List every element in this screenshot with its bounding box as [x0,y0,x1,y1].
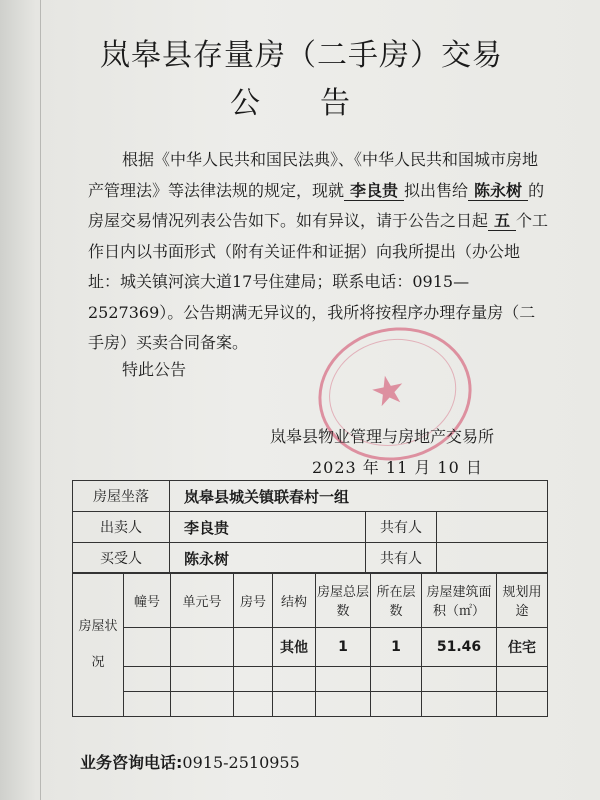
co-owner-value-2 [437,543,548,574]
property-detail-table [72,572,548,717]
seller-name: 李良贵 [344,181,404,201]
closing-text: 特此公告 [122,360,187,379]
body-text-1: 根据《中华人民共和国民法典》、《中华人民共和国城市房地产管理法》等法律法规的规定，现就 [88,150,539,200]
info-table [72,480,548,574]
header-total-floors: 房屋总层数 [316,573,371,628]
co-owner-value [437,512,548,543]
property-status-label: 房屋状况 [73,573,124,717]
co-owner-label: 共有人 [366,512,437,543]
header-floor: 所在层数 [371,573,422,628]
cell-room-no [234,628,273,667]
seal-star-icon: ★ [365,365,411,418]
co-owner-label-2: 共有人 [366,543,437,574]
header-unit-no: 单元号 [171,573,234,628]
cell-usage: 住宅 [497,628,548,667]
location-value: 岚皋县城关镇联春村一组 [170,481,548,512]
table-row [73,667,548,692]
table-row [73,481,548,512]
cell-area: 51.46 [422,628,497,667]
location-label: 房屋坐落 [73,481,170,512]
notice-title: 岚皋县存量房（二手房）交易 [100,38,503,73]
consult-phone [80,750,300,773]
cell-structure: 其他 [273,628,316,667]
buyer-value: 陈永树 [170,543,366,574]
consult-phone-label: 业务咨询电话: [80,753,183,772]
consult-phone-number: 0915-2510955 [182,753,300,772]
table-row [73,512,548,543]
buyer-name: 陈永树 [468,181,528,201]
header-structure: 结构 [273,573,316,628]
notice-subtitle: 公告 [230,86,410,121]
notice-body [88,145,550,359]
cell-total-floors: 1 [316,628,371,667]
cell-unit-no [171,628,234,667]
seller-value: 李良贵 [170,512,366,543]
table-row [73,628,548,667]
body-text-3: 的房屋交易情况列表公告如下。如有异议，请于公告之日起 [88,180,545,230]
cell-floor: 1 [371,628,422,667]
header-building-no: 幢号 [124,573,171,628]
table-row [73,692,548,717]
issuing-organization: 岚皋县物业管理与房地产交易所 [270,427,495,446]
body-text-2: 拟出售给 [404,180,469,200]
issue-date: 2023 年 11 月 10 日 [312,458,483,477]
cell-building-no [124,628,171,667]
objection-days: 五 [488,211,516,231]
body-text-4: 个工作日内以书面形式（附有关证件和证据）向我所提出（办公地址：城关镇河滨大道17号住建局；联系电话：0915—2527369）。公告期满无异议的，我所将按程序办理存量房（二手房）买卖合同备案。 [88,211,549,352]
header-room-no: 房号 [234,573,273,628]
seller-label: 出卖人 [73,512,170,543]
header-area: 房屋建筑面积（㎡） [422,573,497,628]
table-row [73,543,548,574]
table-header-row [73,573,548,628]
header-usage: 规划用途 [497,573,548,628]
buyer-label: 买受人 [73,543,170,574]
